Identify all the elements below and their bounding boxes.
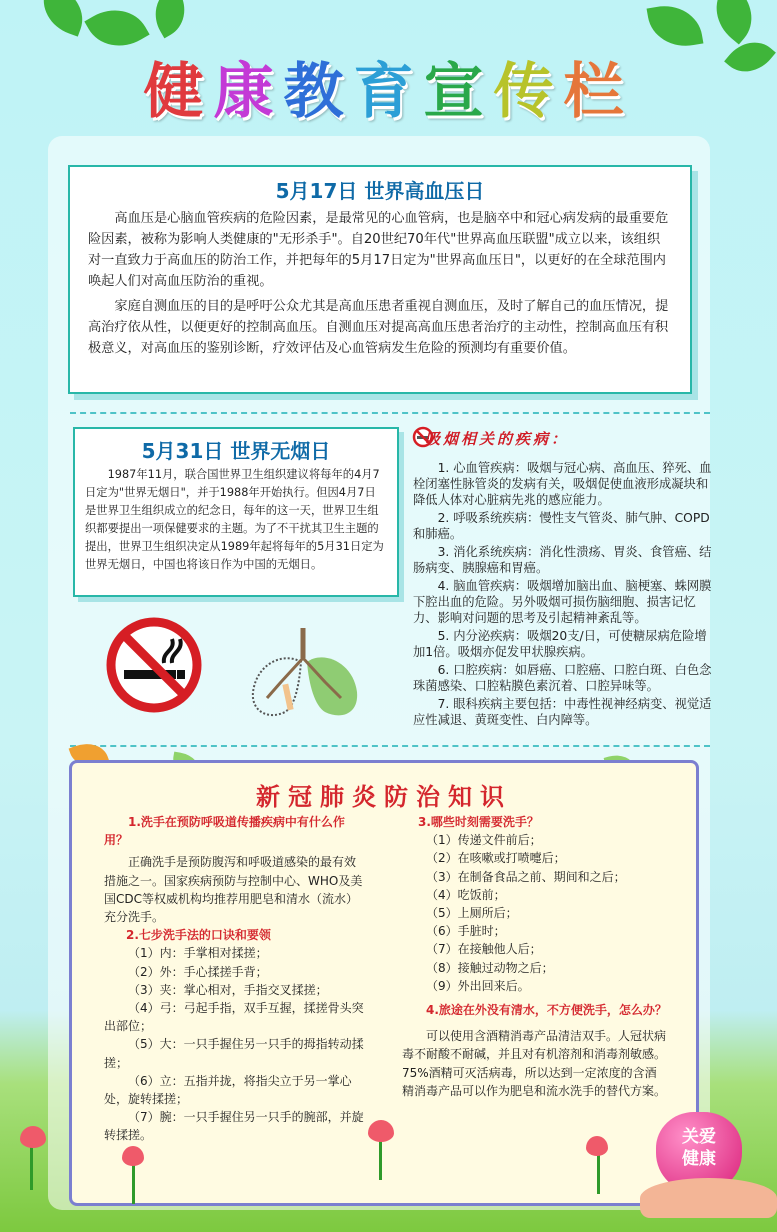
covid-question: 1.洗手在预防呼吸道传播疾病中有什么作用？ — [104, 815, 345, 848]
title-char: 传 — [493, 57, 564, 127]
handwash-moment: （5）上厕所后； — [426, 906, 518, 921]
covid-question: 3.哪些时刻需要洗手？ — [418, 815, 539, 829]
handwash-moment: （1）传递文件前后； — [426, 833, 542, 848]
leaf-decoration — [647, 0, 704, 52]
hypertension-section — [68, 165, 692, 394]
flower-icon — [122, 1146, 144, 1166]
covid-right-column — [402, 813, 667, 1100]
disease-item: 2. 呼吸系统疾病：慢性支气管炎、肺气肿、COPD和肺癌。 — [413, 511, 710, 541]
no-tobacco-paragraph: 1987年11月，联合国世界卫生组织建议将每年的4月7日定为"世界无烟日"，并于1988年开始执行。但因4月7日是世界卫生组织成立的纪念日，每年的这一天，世界卫生组织都要提出一项保健要求的主题。为了不干扰其卫生主题的提出，世界卫生组织决定从1989年起将每年的5月31日定为世界无烟日，中国也将该日作为中国的无烟日。 — [85, 468, 384, 571]
flower-icon — [586, 1136, 608, 1156]
disease-item: 6. 口腔疾病：如唇癌、口腔癌、口腔白斑、白色念珠菌感染、口腔粘膜色素沉着、口腔异味等。 — [413, 663, 712, 693]
leaf-decoration — [144, 0, 195, 38]
handwash-moment: （4）吃饭前； — [426, 887, 506, 902]
lungs-icon — [245, 622, 365, 726]
handwash-moment: （9）外出回来后。 — [426, 978, 530, 993]
disease-item: 4. 脑血管疾病：吸烟增加脑出血、脑梗塞、蛛网膜下腔出血的危险。另外吸烟可损伤脑细胞、损害记忆力、影响对问题的思考及引起精神紊乱等。 — [413, 579, 712, 625]
covid-answer: 可以使用含酒精消毒产品清洁双手。人冠状病毒不耐酸不耐碱，并且对有机溶剂和消毒剂敏感。75%酒精可灭活病毒，所以达到一定浓度的含酒精消毒产品可以作为肥皂和流水洗手的替代方案。 — [402, 1029, 667, 1098]
handwash-moment: （8）接触过动物之后； — [426, 960, 554, 975]
title-char: 栏 — [563, 57, 634, 127]
page-title — [0, 57, 777, 127]
badge-line: 关爱 — [682, 1127, 716, 1147]
hands-decoration — [640, 1178, 777, 1218]
title-char: 宣 — [423, 57, 494, 127]
handwash-moment: （2）在咳嗽或打喷嚏后； — [426, 851, 566, 866]
covid-question: 2.七步洗手法的口诀和要领 — [126, 928, 271, 943]
handwash-moment: （3）在制备食品之前、期间和之后； — [426, 869, 626, 884]
disease-item: 5. 内分泌疾病：吸烟20支/日，可使糖尿病危险增加1倍。吸烟亦促发甲状腺疾病。 — [413, 629, 707, 659]
title-char: 教 — [283, 57, 354, 127]
flower-icon — [368, 1120, 394, 1142]
divider — [70, 412, 710, 414]
no-tobacco-heading: 5月31日 世界无烟日 — [141, 439, 331, 463]
leaf-decoration — [84, 0, 149, 60]
covid-title: 新冠肺炎防治知识 — [256, 783, 512, 811]
flower-icon — [20, 1126, 46, 1148]
handwash-moment: （6）手脏时； — [426, 924, 506, 939]
covid-question: 4.旅途在外没有清水，不方便洗手，怎么办？ — [426, 1003, 667, 1018]
disease-item: 3. 消化系统疾病：消化性溃疡、胃炎、食管癌、结肠病变、胰腺癌和胃癌。 — [413, 545, 712, 575]
title-char: 康 — [213, 57, 284, 127]
hypertension-heading: 5月17日 世界高血压日 — [275, 179, 485, 203]
divider — [70, 745, 710, 747]
title-char: 育 — [353, 57, 424, 127]
hypertension-paragraph: 家庭自测血压的目的是呼吁公众尤其是高血压患者重视自测血压，及时了解自己的血压情况，提高治疗依从性，以便更好的控制高血压。自测血压对提高高血压患者治疗的主动性，控制高血压有积极意义，对高血压的鉴别诊断，疗效评估及心血管病发生危险的预测均有重要价值。 — [88, 299, 669, 356]
no-smoking-icon — [104, 615, 204, 715]
title-char: 健 — [143, 57, 214, 127]
handwash-step: （1）内：手掌相对揉搓； — [128, 946, 268, 961]
handwash-step: （5）大：一只手握住另一只手的拇指转动揉搓； — [104, 1037, 364, 1070]
badge-line: 健康 — [682, 1149, 716, 1169]
disease-item: 7. 眼科疾病主要包括：中毒性视神经病变、视觉适应性减退、黄斑变性、白内障等。 — [413, 697, 712, 727]
no-tobacco-section — [73, 427, 399, 597]
leaf-decoration — [35, 0, 92, 37]
handwash-step: （6）立：五指并拢，将指尖立于另一掌心处，旋转揉搓； — [104, 1073, 352, 1107]
handwash-step: （7）腕：一只手握住另一只手的腕部，并旋转揉搓。 — [104, 1110, 364, 1143]
handwash-step: （3）夹：掌心相对，手指交叉揉搓； — [128, 982, 328, 997]
handwash-step: （2）外：手心揉搓手背； — [128, 964, 268, 979]
smoking-diseases-list — [413, 460, 713, 730]
smoking-diseases-title: 吸烟相关的疾病： — [425, 430, 570, 448]
covid-answer: 正确洗手是预防腹泻和呼吸道感染的最有效措施之一。国家疾病预防与控制中心、WHO及美国CDC等权威机构均推荐用肥皂和清水（流水）充分洗手。 — [104, 855, 363, 925]
leaf-decoration — [702, 0, 766, 45]
handwash-moment: （7）在接触他人后； — [426, 942, 542, 957]
handwash-step: （4）弓：弓起手指，双手互握，揉搓骨头突出部位； — [104, 1001, 364, 1034]
hypertension-paragraph: 高血压是心脑血管疾病的危险因素，是最常见的心血管病，也是脑卒中和冠心病发病的最重要危险因素，被称为影响人类健康的"无形杀手"。自20世纪70年代"世界高血压联盟"成立以来，该组织对一直致力于高血压的防治工作，并把每年的5月17日定为"世界高血压日"，以更好的在全球范围内唤起人们对高血压防治的重视。 — [88, 211, 669, 289]
disease-item: 1. 心血管疾病：吸烟与冠心病、高血压、猝死、血栓闭塞性脉管炎的发病有关，吸烟促使血液形成凝块和降低人体对心脏病先兆的感应能力。 — [413, 461, 712, 507]
covid-left-column — [104, 813, 366, 1145]
